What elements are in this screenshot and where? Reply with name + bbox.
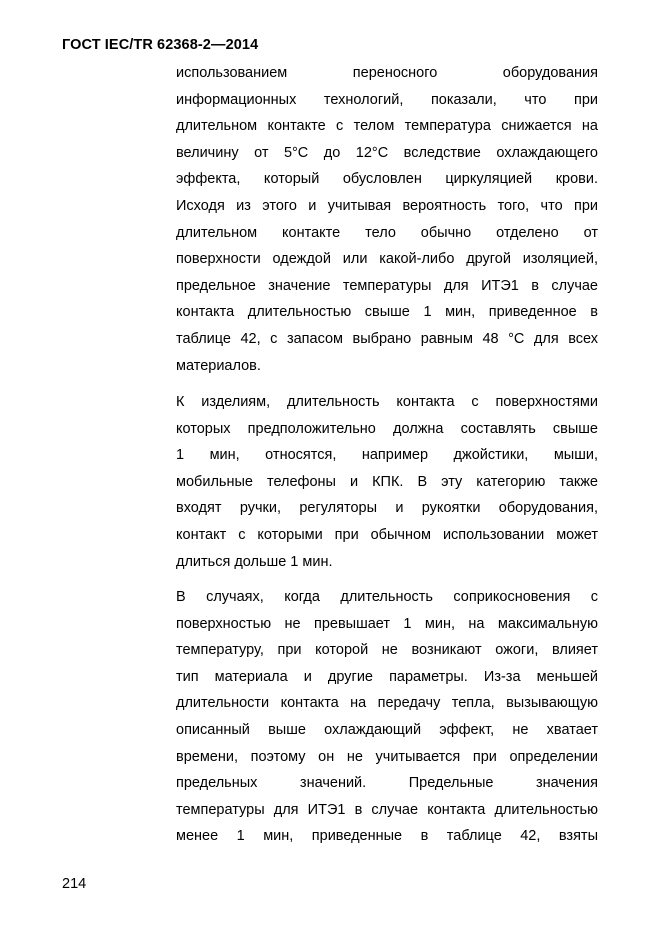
text-line: поверхности одеждой или какой-либо другой изоляцией,	[176, 251, 598, 268]
text-line: длительности контакта на передачу тепла, вызывающую	[176, 695, 598, 712]
paragraph-1	[176, 60, 598, 379]
text-line: времени, поэтому он не учитывается при определении	[176, 748, 598, 765]
text-line: использованием переносного оборудования	[176, 65, 598, 81]
paragraph-2	[176, 389, 598, 575]
text-line: менее 1 мин, приведенные в таблице 42, взяты	[176, 828, 598, 845]
text-line: контакта длительностью свыше 1 мин, приведенное в	[176, 304, 598, 321]
document-header: ГОСТ IEC/TR 62368-2—2014	[62, 37, 259, 53]
text-line: таблице 42, с запасом выбрано равным 48 °С для всех	[176, 330, 598, 347]
text-line: длительном контакте тело обычно отделено от	[176, 224, 598, 241]
text-line: входят ручки, регуляторы и рукоятки оборудования,	[176, 500, 598, 517]
text-line: эффекта, который обусловлен циркуляцией крови.	[176, 171, 598, 188]
text-line: температуру, при которой не возникают ожоги, влияет	[176, 642, 598, 659]
text-line: длительном контакте с телом температура снижается на	[176, 118, 598, 135]
text-line: описанный выше охлаждающий эффект, не хватает	[176, 721, 598, 738]
text-line: информационных технологий, показали, что при	[176, 91, 598, 108]
text-line: тип материала и другие параметры. Из-за меньшей	[176, 668, 598, 685]
text-line: предельное значение температуры для ИТЭ1 в случае	[176, 277, 598, 294]
page-number: 214	[62, 876, 87, 892]
text-line: Исходя из этого и учитывая вероятность того, что при	[176, 197, 598, 214]
text-line: 1 мин, относятся, например джойстики, мыши,	[176, 447, 598, 464]
text-line: длиться дольше 1 мин.	[176, 553, 333, 570]
text-line: поверхностью не превышает 1 мин, на максимальную	[176, 615, 598, 632]
text-line: которых предположительно должна составлять свыше	[176, 420, 598, 437]
text-line: предельных значений. Предельные значения	[176, 775, 598, 792]
text-line: материалов.	[176, 357, 261, 374]
text-line: температуры для ИТЭ1 в случае контакта длительностью	[176, 801, 598, 818]
text-line: мобильные телефоны и КПК. В эту категорию также	[176, 473, 598, 490]
text-line: В случаях, когда длительность соприкосновения с	[176, 589, 598, 605]
text-line: величину от 5°С до 12°С вследствие охлаждающего	[176, 144, 598, 161]
text-line: контакт с которыми при обычном использовании может	[176, 526, 598, 543]
paragraph-3	[176, 584, 598, 850]
text-line: К изделиям, длительность контакта с поверхностями	[176, 394, 598, 410]
